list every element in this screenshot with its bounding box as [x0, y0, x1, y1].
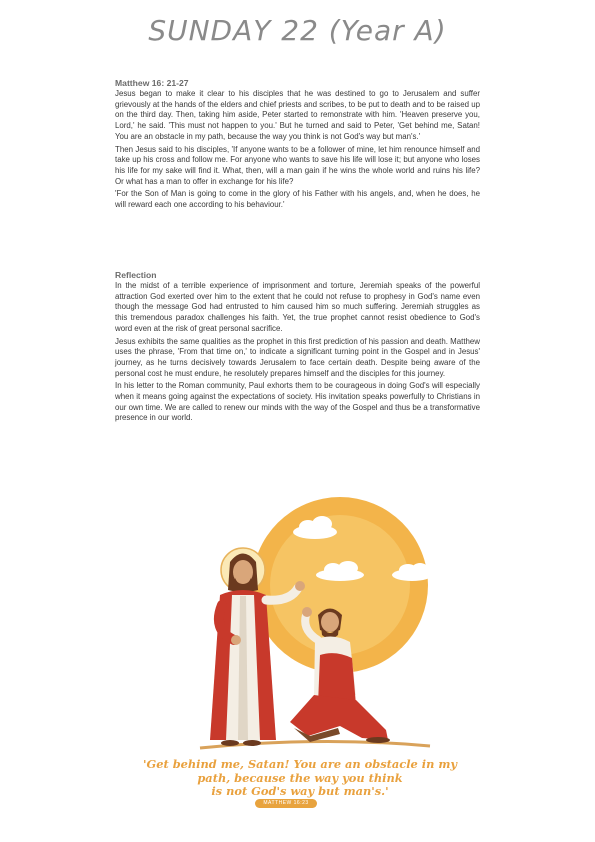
quote-line: path, because the way you think — [197, 770, 403, 785]
jesus-peter-illustration — [190, 490, 455, 758]
page-title: SUNDAY 22 (Year A) — [148, 14, 447, 47]
reflection-paragraph: In the midst of a terrible experience of imprisonment and torture, Jeremiah speaks of the powerful attraction God exerted over him to the extent that he could not refuse to prophesy in God's name even though the message God had entrusted to him caused him so much suffering. Jeremiah struggles as this tremendous paradox challenges his faith. Yet, the true prophet cannot resist obedience to God's word even at the risk of great personal sacrifice. — [115, 281, 480, 333]
gospel-text — [115, 89, 480, 213]
reflection-text — [115, 281, 480, 426]
gospel-heading: Matthew 16: 21-27 — [115, 78, 189, 88]
gospel-paragraph: Then Jesus said to his disciples, 'If anyone wants to be a follower of mine, let him renounce himself and take up his cross and follow me. For anyone who wants to save his life will lose it; but anyone who loses his life for my sake will find it. What, then, will a man gain if he wins the whole world and ruins his life? Or what has a man to offer in exchange for his life? — [115, 144, 480, 186]
quote-line: is not God's way but man's.' — [211, 784, 389, 798]
gospel-paragraph: Jesus began to make it clear to his disciples that he was destined to go to Jerusalem and suffer grievously at the hands of the elders and chief priests and scribes, to be put to death and to be raised up on the third day. Then, taking him aside, Peter started to remonstrate with him. 'Heaven preserve you, Lord,' he said. 'This must not happen to you.' But he turned and said to Peter, 'Get behind me, Satan! You are an obstacle in my path, because the way you think is not God's way but man's.' — [115, 89, 480, 141]
reflection-heading: Reflection — [115, 270, 157, 280]
reflection-paragraph: Jesus exhibits the same qualities as the prophet in this first prediction of his passion and death. Matthew uses the phrase, 'From that time on,' to indicate a significant turning point in the Gospel and in Jesus' journey, as he turns decisively towards Jerusalem to face certain death. Despite being aware of the personal cost he must endure, he resolutely prepares himself and the disciples for this journey. — [115, 336, 480, 378]
pull-quote — [140, 758, 460, 799]
quote-line: 'Get behind me, Satan! You are an obstacle in my — [143, 757, 457, 771]
gospel-paragraph: 'For the Son of Man is going to come in the glory of his Father with his angels, and, when he does, he will reward each one according to his behaviour.' — [115, 189, 480, 210]
sun-inner — [270, 515, 410, 655]
reflection-paragraph: In his letter to the Roman community, Paul exhorts them to be courageous in doing God's will especially when it means going against the expectations of society. His invitation speaks powerfully to Christians in our own time. We are called to renew our minds with the way of the Gospel and thus be a transformative presence in our world. — [115, 381, 480, 423]
scripture-reference-badge: MATTHEW 16:23 — [255, 799, 317, 808]
